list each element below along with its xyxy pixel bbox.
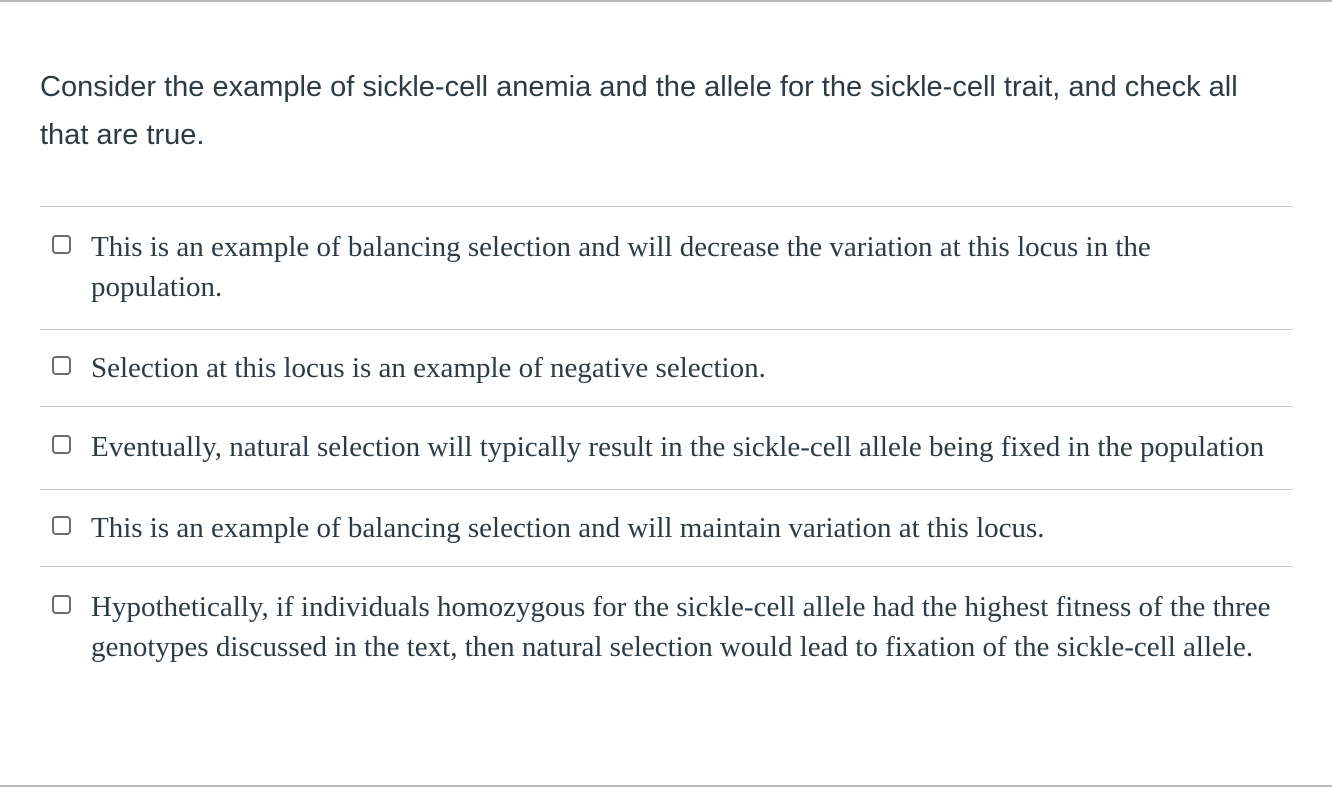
top-divider [0, 0, 1332, 2]
answer-option[interactable] [40, 407, 1293, 490]
answer-label: Selection at this locus is an example of negative selection. [91, 352, 766, 384]
answer-option[interactable] [40, 567, 1293, 689]
answer-label: Hypothetically, if individuals homozygous for the sickle-cell allele had the highest fitness of the three genotypes discussed in the text, then natural selection would lead to fixation of the sickle-cell allele. [91, 591, 1271, 663]
answer-option[interactable] [40, 207, 1293, 330]
question-text: Consider the example of sickle-cell anemia and the allele for the sickle-cell trait, and check all that are true. [40, 71, 1238, 151]
checkbox-icon[interactable] [52, 516, 71, 535]
checkbox-icon[interactable] [52, 595, 71, 614]
answer-label: This is an example of balancing selection and will maintain variation at this locus. [91, 512, 1045, 544]
checkbox-icon[interactable] [52, 356, 71, 375]
bottom-divider [0, 785, 1332, 787]
answer-label: Eventually, natural selection will typically result in the sickle-cell allele being fixed in the population [91, 431, 1265, 463]
answer-option[interactable] [40, 490, 1293, 567]
answer-list [40, 206, 1293, 689]
answer-option[interactable] [40, 330, 1293, 407]
answer-label: This is an example of balancing selection and will decrease the variation at this locus in the population. [91, 231, 1151, 303]
checkbox-icon[interactable] [52, 435, 71, 454]
checkbox-icon[interactable] [52, 235, 71, 254]
